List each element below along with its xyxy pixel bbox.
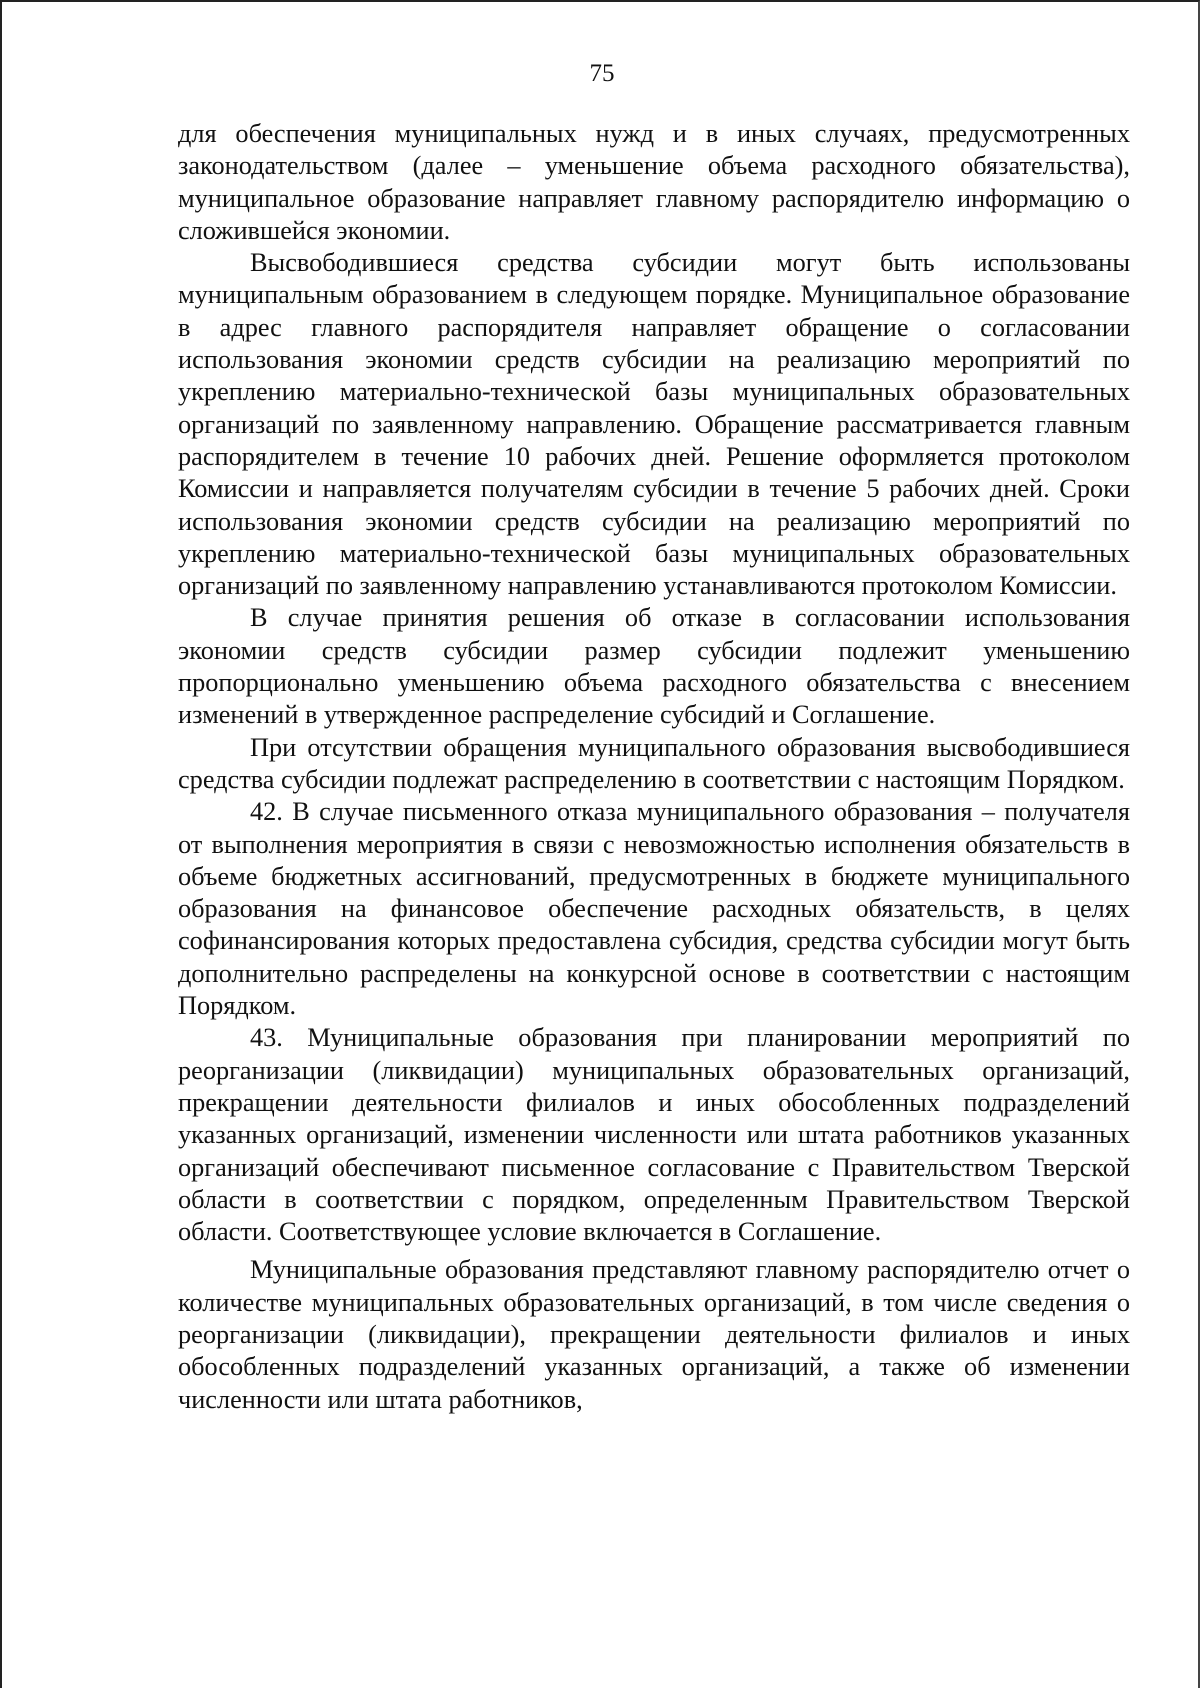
paragraph-savings-usage: Высвободившиеся средства субсидии могут быть использованы муниципальным образованием в следующем порядке. Муниципальное образование в адрес главного распорядителя направляет обращение о согласовании использования экономии средств субсидии на реализацию мероприятий по укреплению материально-технической базы муниципальных образовательных организаций по заявленному направлению. Обращение рассматривается главным распорядителем в течение 10 рабочих дней. Решение оформляется протоколом Комиссии и направляется получателям субсидии в течение 5 рабочих дней. Сроки использования экономии средств субсидии на реализацию мероприятий по укреплению материально-технической базы муниципальных образовательных организаций по заявленному направлению устанавливаются протоколом Комиссии.: [178, 248, 1130, 601]
paragraph-report: Муниципальные образования представляют главному распорядителю отчет о количестве муниципальных образовательных организаций, в том числе сведения о реорганизации (ликвидации), прекращении деятельности филиалов и иных обособленных подразделений указанных организаций, а также об изменении численности или штата работников,: [178, 1255, 1130, 1414]
page-number: 75: [589, 60, 615, 87]
paragraph-continuation: для обеспечения муниципальных нужд и в иных случаях, предусмотренных законодательством (далее – уменьшение объема расходного обязательства), муниципальное образование направляет главному распорядителю информацию о сложившейся экономии.: [178, 119, 1130, 245]
paragraph-refusal-decision: В случае принятия решения об отказе в согласовании использования экономии средств субсидии размер субсидии подлежит уменьшению пропорционально уменьшению объема расходного обязательства с внесением изменений в утвержденное распределение субсидий и Соглашение.: [178, 603, 1130, 730]
paragraph-clause-43: 43. Муниципальные образования при планировании мероприятий по реорганизации (ликвидации) муниципальных образовательных организаций, прекращении деятельности филиалов и иных обособленных подразделений указанных организаций, изменении численности или штата работников указанных организаций обеспечивают письменное согласование с Правительством Тверской области в соответствии с порядком, определенным Правительством Тверской области. Соответствующее условие включается в Соглашение.: [178, 1023, 1130, 1247]
paragraph-clause-42: 42. В случае письменного отказа муниципального образования – получателя от выполнения мероприятия в связи с невозможностью исполнения обязательств в объеме бюджетных ассигнований, предусмотренных в бюджете муниципального образования на финансовое обеспечение расходных обязательств, в целях софинансирования которых предоставлена субсидия, средства субсидии могут быть дополнительно распределены на конкурсной основе в соответствии с настоящим Порядком.: [178, 797, 1130, 1021]
document-body: [178, 118, 1130, 1416]
paragraph-no-request: При отсутствии обращения муниципального образования высвободившиеся средства субсидии подлежат распределению в соответствии с настоящим Порядком.: [178, 732, 1130, 794]
